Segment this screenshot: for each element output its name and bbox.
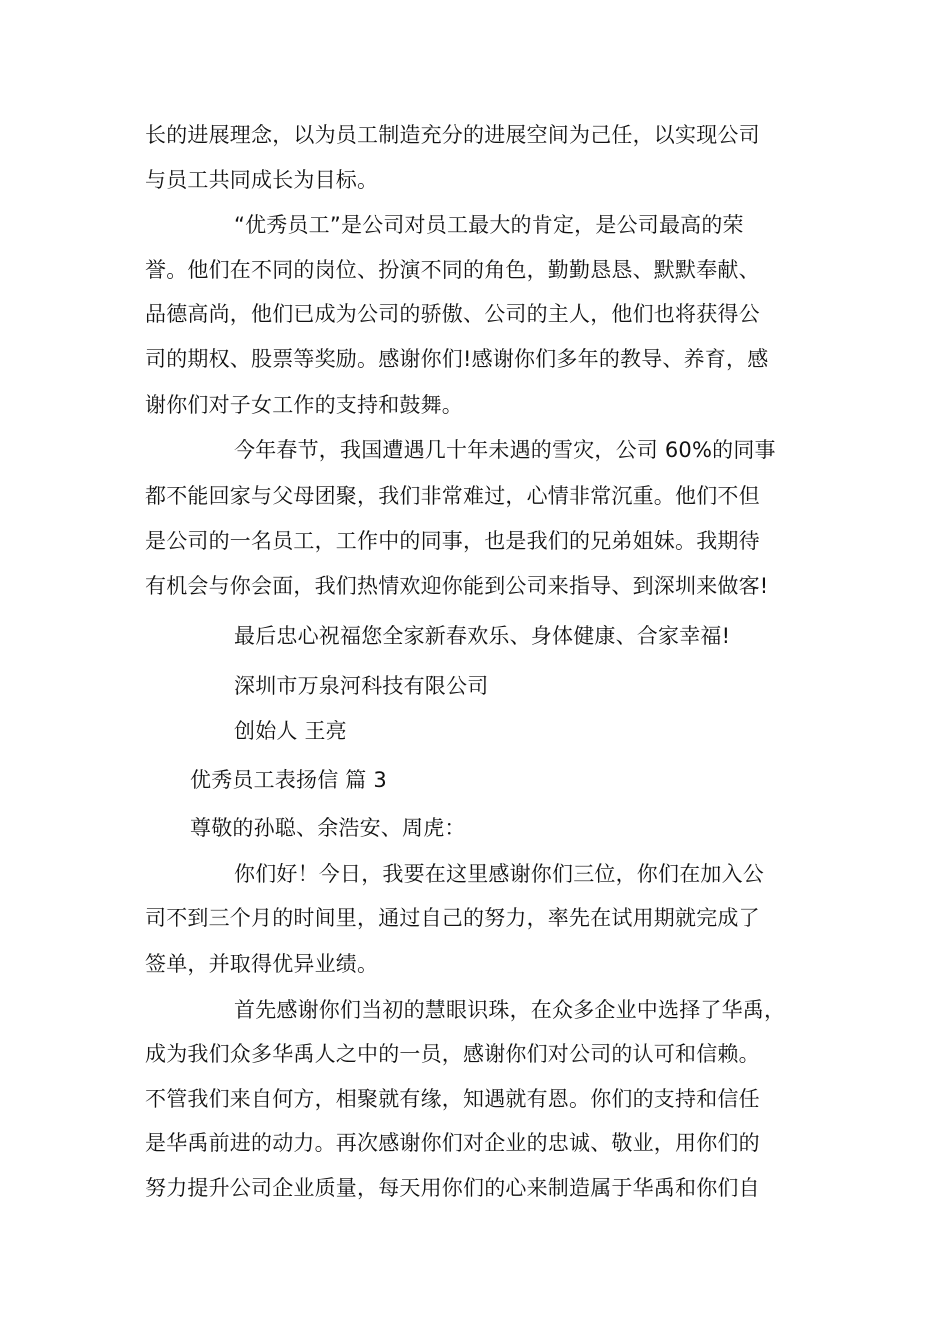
body-line: 品德高尚，他们已成为公司的骄傲、公司的主人，他们也将获得公	[145, 302, 760, 326]
body-line: 都不能回家与父母团聚，我们非常难过，心情非常沉重。他们不但	[145, 484, 760, 508]
signature-founder: 创始人 王亮	[234, 719, 347, 743]
paragraph-start-line: 首先感谢你们当初的慧眼识珠，在众多企业中选择了华禹，	[234, 998, 786, 1022]
body-line: 不管我们来自何方，相聚就有缘，知遇就有恩。你们的支持和信任	[145, 1087, 760, 1111]
signature-company: 深圳市万泉河科技有限公司	[234, 674, 489, 698]
body-line: 长的进展理念，以为员工制造充分的进展空间为己任，以实现公司	[145, 123, 760, 147]
section-heading: 优秀员工表扬信 篇 3	[190, 768, 387, 792]
body-line: 司不到三个月的时间里，通过自己的努力，率先在试用期就完成了	[145, 906, 760, 930]
body-line: 是公司的一名员工，工作中的同事，也是我们的兄弟姐妹。我期待	[145, 529, 760, 553]
paragraph-start-line: “优秀员工”是公司对员工最大的肯定，是公司最高的荣	[234, 213, 744, 237]
body-line: 成为我们众多华禹人之中的一员，感谢你们对公司的认可和信赖。	[145, 1042, 760, 1066]
body-line: 有机会与你会面，我们热情欢迎你能到公司来指导、到深圳来做客!	[145, 574, 769, 598]
body-line: 谢你们对子女工作的支持和鼓舞。	[145, 393, 463, 417]
closing-wish: 最后忠心祝福您全家新春欢乐、身体健康、合家幸福!	[234, 624, 731, 648]
body-line: 与员工共同成长为目标。	[145, 168, 379, 192]
body-line: 签单，并取得优异业绩。	[145, 952, 379, 976]
paragraph-start-line: 今年春节，我国遭遇几十年未遇的雪灾，公司 60%的同事	[234, 438, 776, 462]
salutation: 尊敬的孙聪、余浩安、周虎：	[190, 816, 466, 840]
body-line: 努力提升公司企业质量，每天用你们的心来制造属于华禹和你们自	[145, 1176, 760, 1200]
body-line: 司的期权、股票等奖励。感谢你们!感谢你们多年的教导、养育，感	[145, 347, 769, 371]
paragraph-start-line: 你们好！今日，我要在这里感谢你们三位，你们在加入公	[234, 862, 764, 886]
body-line: 誉。他们在不同的岗位、扮演不同的角色，勤勤恳恳、默默奉献、	[145, 258, 760, 282]
body-line: 是华禹前进的动力。再次感谢你们对企业的忠诚、敬业，用你们的	[145, 1131, 760, 1155]
